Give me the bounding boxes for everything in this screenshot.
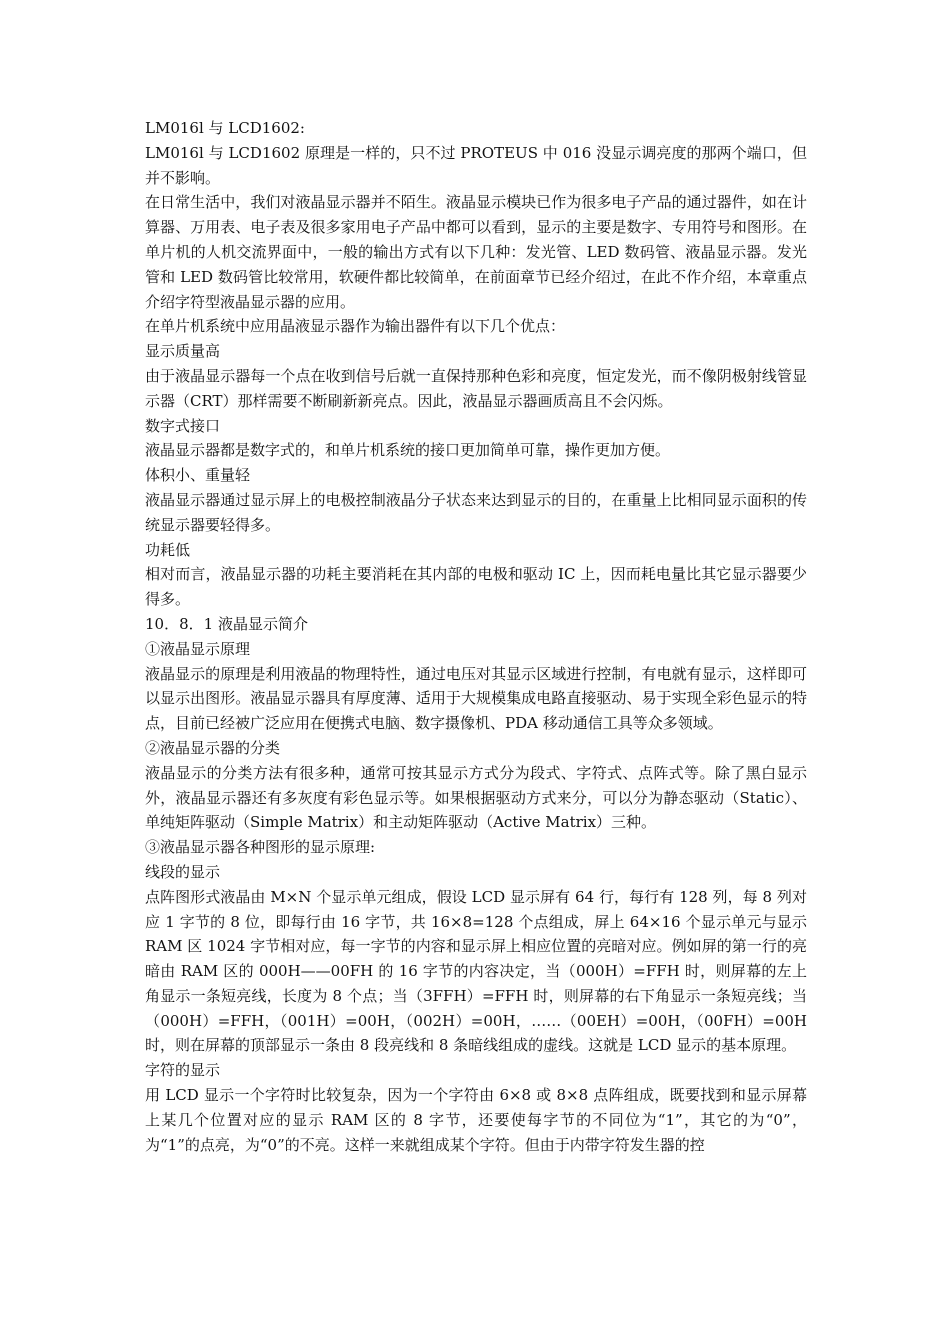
heading-character-display: 字符的显示 — [145, 1061, 221, 1080]
paragraph-small-light: 液晶显示器通过显示屏上的电极控制液晶分子状态来达到显示的目的，在重量上比相同显示面积的传统显示器要轻得多。 — [145, 490, 807, 534]
intro-paragraph: LM016l 与 LCD1602 原理是一样的，只不过 PROTEUS 中 016 没显示调亮度的那两个端口，但并不影响。 — [145, 143, 807, 187]
heading-display-quality: 显示质量高 — [145, 342, 221, 361]
document-page — [145, 116, 807, 1157]
section-heading-10-8-1: 10．8．1 液晶显示简介 — [145, 614, 308, 633]
heading-lcd-principle: ①液晶显示原理 — [145, 639, 251, 658]
heading-low-power: 功耗低 — [145, 540, 191, 559]
paragraph-lcd-principle: 液晶显示的原理是利用液晶的物理特性，通过电压对其显示区域进行控制，有电就有显示，这样即可以显示出图形。液晶显示器具有厚度薄、适用于大规模集成电路直接驱动、易于实现全彩色显示的特点，目前已经被广泛应用在便携式电脑、数字摄像机、PDA 移动通信工具等众多领域。 — [145, 664, 807, 733]
heading-graphic-principles: ③液晶显示器各种图形的显示原理: — [145, 838, 376, 857]
paragraph-line-display: 点阵图形式液晶由 M×N 个显示单元组成，假设 LCD 显示屏有 64 行，每行有 128 列，每 8 列对应 1 字节的 8 位，即每行由 16 字节，共 16×8=128 个点组成，屏上 64×16 个显示单元与显示 RAM 区 1024 字节相对应，每一字节的内容和显示屏上相应位置的亮暗对应。例如屏的第一行的亮暗由 RAM 区的 000H——00FH 的 16 字节的内容决定，当（000H）=FFH 时，则屏幕的左上角显示一条短亮线，长度为 8 个点；当（3FFH）=FFH 时，则屏幕的右下角显示一条短亮线；当（000H）=FFH，（001H）=00H，（002H）=00H，……（00EH）=00H，（00FH）=00H 时，则在屏幕的顶部显示一条由 8 段亮线和 8 条暗线组成的虚线。这就是 LCD 显示的基本原理。 — [145, 887, 807, 1055]
paragraph-character-display: 用 LCD 显示一个字符时比较复杂，因为一个字符由 6×8 或 8×8 点阵组成，既要找到和显示屏幕上某几个位置对应的显示 RAM 区的 8 字节，还要使每字节的不同位为“1”，其它的为“0”，为“1”的点亮，为“0”的不亮。这样一来就组成某个字符。但由于内带字符发生器的控 — [145, 1086, 807, 1154]
heading-small-light: 体积小、重量轻 — [145, 466, 251, 485]
paragraph-digital-interface: 液晶显示器都是数字式的，和单片机系统的接口更加简单可靠，操作更加方便。 — [145, 441, 671, 460]
paragraph-low-power: 相对而言，液晶显示器的功耗主要消耗在其内部的电极和驱动 IC 上，因而耗电量比其它显示器要少得多。 — [145, 565, 807, 609]
heading-lcd-classification: ②液晶显示器的分类 — [145, 738, 281, 757]
paragraph-lcd-classification: 液晶显示的分类方法有很多种，通常可按其显示方式分为段式、字符式、点阵式等。除了黑白显示外，液晶显示器还有多灰度有彩色显示等。如果根据驱动方式来分，可以分为静态驱动（Static）、单纯矩阵驱动（Simple Matrix）和主动矩阵驱动（Active Matrix）三种。 — [145, 763, 807, 832]
advantages-intro: 在单片机系统中应用晶液显示器作为输出器件有以下几个优点： — [145, 317, 566, 336]
title-line: LM016l 与 LCD1602: — [145, 119, 305, 137]
heading-line-display: 线段的显示 — [145, 862, 221, 881]
heading-digital-interface: 数字式接口 — [145, 416, 221, 435]
paragraph-display-quality: 由于液晶显示器每一个点在收到信号后就一直保持那种色彩和亮度，恒定发光，而不像阴极射线管显示器（CRT）那样需要不断刷新新亮点。因此，液晶显示器画质高且不会闪烁。 — [145, 366, 807, 410]
overview-paragraph: 在日常生活中，我们对液晶显示器并不陌生。液晶显示模块已作为很多电子产品的通过器件，如在计算器、万用表、电子表及很多家用电子产品中都可以看到，显示的主要是数字、专用符号和图形。在单片机的人机交流界面中，一般的输出方式有以下几种：发光管、LED 数码管、液晶显示器。发光管和 LED 数码管比较常用，软硬件都比较简单，在前面章节已经介绍过，在此不作介绍，本章重点介绍字符型液晶显示器的应用。 — [145, 193, 807, 311]
